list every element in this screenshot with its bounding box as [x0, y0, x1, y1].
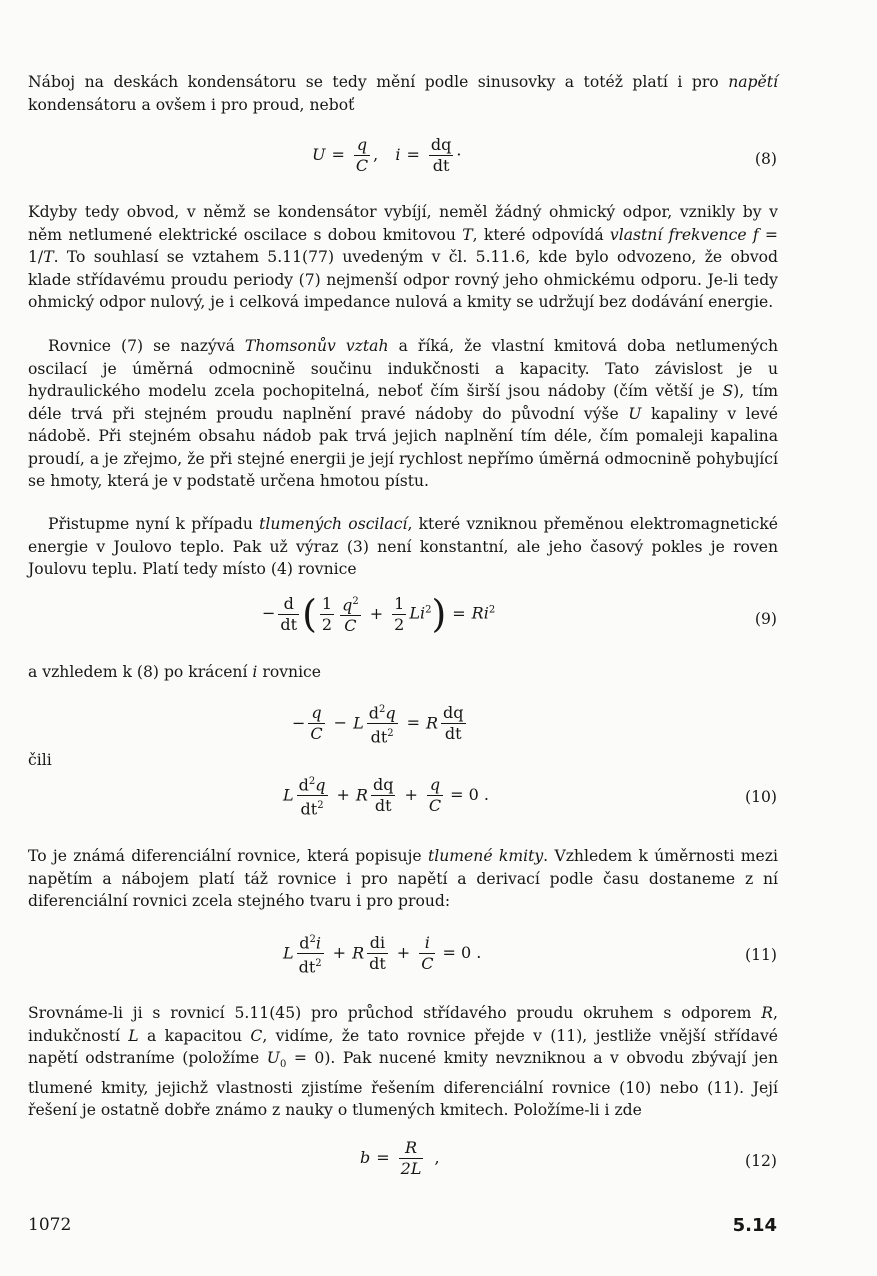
equation-9: − $\frac{d}{dt}$ ( $\frac{1}{2}$ $\frac{q^2}{C}$ + $\frac{1}{2}$ $Li^2) = Ri^2$ — [262, 592, 496, 637]
equation-number-12: (12) — [744, 1152, 777, 1170]
paragraph-thomson: Rovnice (7) se nazývá Thomsonův vztah a říká, že vlastní kmitová doba netlumených oscilací je úměrná odmocnině součinu indukčnosti a kapacity. Tato závislost je u hydraulického modelu zcela pochopitelná, neboť čím širší jsou nádoby (čím větší je S), tím déle trvá při stejném proudu naplnění pravé nádoby do původní výše U kapaliny v levé nádobě. Při stejném obsahu nádob pak trvá jejich naplnění tím déle, čím pomaleji kapalina proudí, a je zřejmo, že při stejné energii je její rychlost nepřímo úměrná odmocnině pohybující se hmoty, která je v podstatě určena hmotou pístu. — [28, 337, 778, 490]
equation-12: b = $\frac{R}{2L}$ , — [360, 1138, 440, 1178]
equation-10: L $\frac{d^2q}{dt^2}$ + R $\frac{dq}{dt}$ + $\frac{q}{C}$ = 0 . — [283, 772, 489, 820]
equation-number-10: (10) — [744, 788, 777, 806]
paragraph-undamped: Kdyby tedy obvod, v němž se kondensátor vybíjí, neměl žádný ohmický odpor, vznikly by v něm netlumené elektrické oscilace s dobou kmitovou T, které odpovídá vlastní frekvence f = 1/T. To souhlasí se vztahem 5.11(77) uvedeným v čl. 5.11.6, kde bylo odvozeno, že obvod klade střídavému proudu periody (7) nejmenší odpor rovný jeho ohmickému odporu. Je-li tedy ohmický odpor nulový, je i celková impedance nulová a kmity se udržují bez dodávání energie. — [28, 203, 778, 311]
equation-8: U = $\frac{q}{C}$ , i = $\frac{dq}{dt}$ · — [312, 135, 462, 175]
section-number: 5.14 — [732, 1215, 777, 1236]
text-after-eq9: a vzhledem k (8) po krácení i rovnice — [28, 663, 322, 681]
page-number: 1072 — [28, 1215, 72, 1235]
text-cili: čili — [28, 751, 52, 769]
equation-number-9: (9) — [754, 610, 777, 628]
equation-intermediate: − $\frac{q}{C}$ − L $\frac{d^2q}{dt^2}$ = R $\frac{dq}{dt}$ — [292, 700, 469, 748]
paragraph-comparison: Srovnáme-li ji s rovnicí 5.11(45) pro průchod střídavého proudu okruhem s odporem R, indukčností L a kapacitou C, vidíme, že tato rovnice přejde v (11), jestliže vnější střídavé napětí odstraníme (položíme $U_0 = 0$). Pak nucené kmity nevzniknou a v obvodu zbývají jen tlumené kmity, jejichž vlastnosti zjistíme řešením diferenciální rovnice (10) nebo (11). Její řešení je ostatně dobře známo z nauky o tlumených kmitech. Položíme-li i zde — [28, 1004, 778, 1120]
equation-number-11: (11) — [744, 946, 777, 964]
paragraph-damped: Přistupme nyní k případu tlumených oscilací, které vzniknou přeměnou elektromagnetické energie v Joulovo teplo. Pak už výraz (3) není konstantní, ale jeho časový pokles je roven Joulovu teplu. Platí tedy místo (4) rovnice — [28, 515, 778, 578]
paragraph-damped-equation: To je známá diferenciální rovnice, která popisuje tlumené kmity. Vzhledem k úměrnosti mezi napětím a nábojem platí táž rovnice i pro napětí a derivací podle času dostaneme z ní diferenciální rovnici zcela stejného tvaru i pro proud: — [28, 847, 778, 910]
equation-11: L $\frac{d^2i}{dt^2}$ + R $\frac{di}{dt}$ + $\frac{i}{C}$ = 0 . — [283, 930, 481, 978]
equation-number-8: (8) — [754, 150, 777, 168]
paragraph-intro: Náboj na deskách kondensátoru se tedy mění podle sinusovky a totéž platí i pro napětí kondensátoru a ovšem i pro proud, neboť — [28, 73, 778, 114]
